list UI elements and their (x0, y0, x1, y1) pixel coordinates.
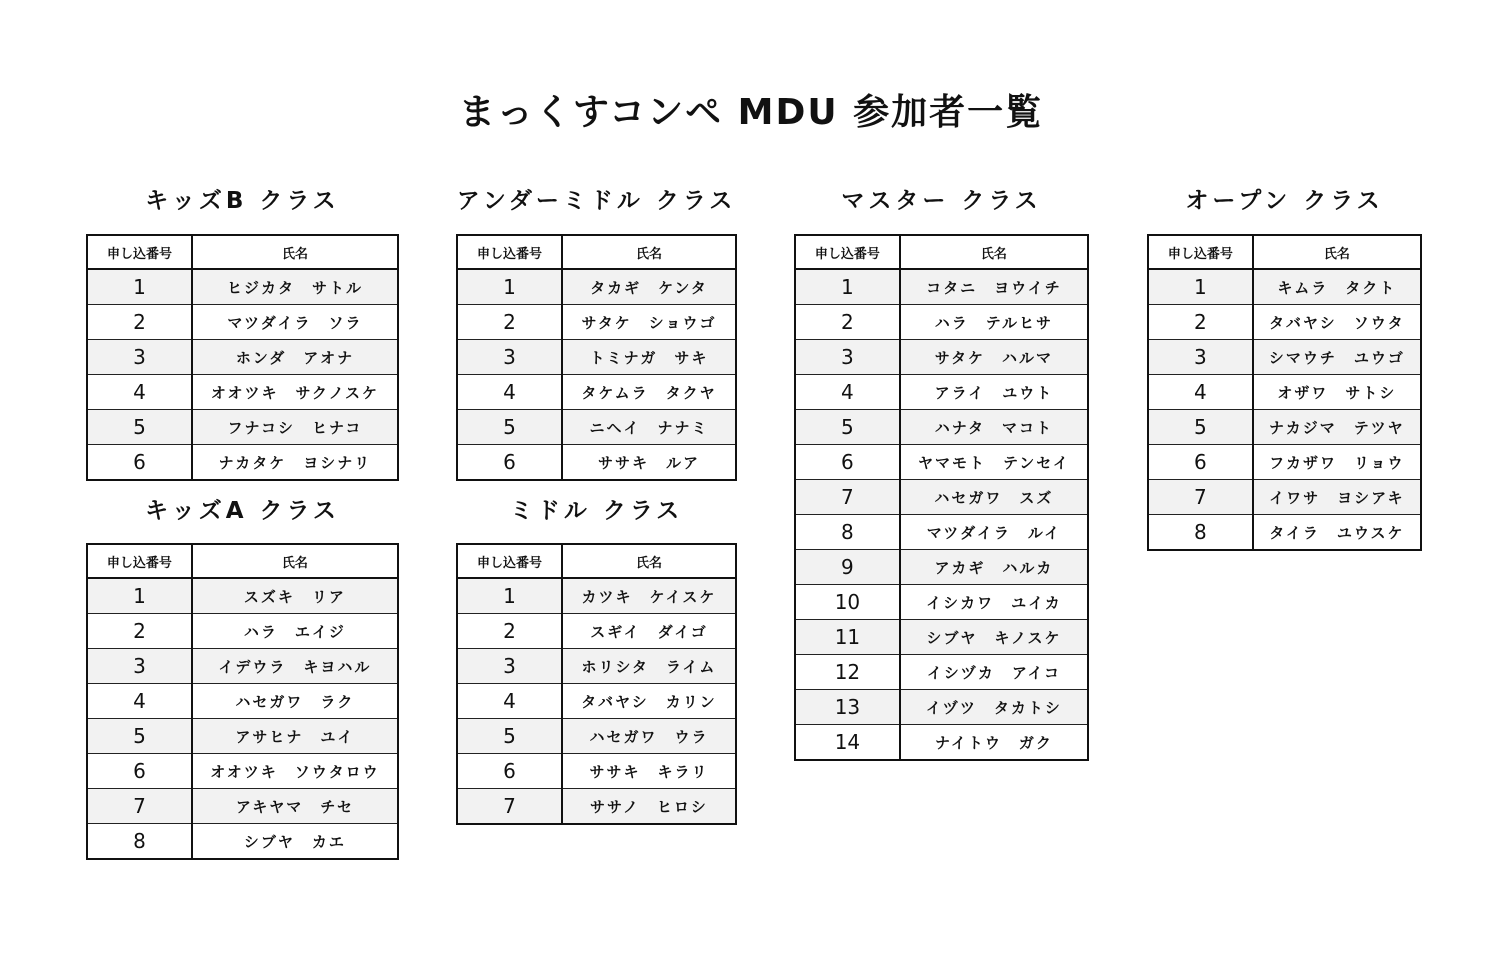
entry-number: 4 (457, 684, 562, 719)
header-row (87, 544, 398, 578)
entry-number: 11 (795, 620, 900, 655)
class-section-open (1147, 184, 1422, 544)
participant-name: アライ ユウト (900, 375, 1088, 410)
column-header-number: 申し込番号 (795, 235, 900, 269)
participant-name: サタケ ハルマ (900, 340, 1088, 375)
column-header-number: 申し込番号 (87, 235, 192, 269)
participant-name: イシカワ ユイカ (900, 585, 1088, 620)
table-row (457, 614, 736, 649)
column-header-number: 申し込番号 (457, 235, 562, 269)
column-header-name: 氏名 (192, 544, 398, 578)
entry-number: 3 (457, 340, 562, 375)
table-row (457, 375, 736, 410)
participant-name: タカギ ケンタ (562, 269, 736, 305)
table-row (795, 375, 1088, 410)
table-row (87, 754, 398, 789)
participant-name: タバヤシ ソウタ (1253, 305, 1421, 340)
entry-number: 13 (795, 690, 900, 725)
participant-name: ニヘイ ナナミ (562, 410, 736, 445)
entry-number: 6 (87, 445, 192, 481)
roster-table (456, 234, 737, 481)
participant-name: オオツキ サクノスケ (192, 375, 398, 410)
class-title: キッズB クラス (145, 188, 340, 214)
header-row (1148, 235, 1421, 269)
entry-number: 4 (1148, 375, 1253, 410)
entry-number: 3 (87, 340, 192, 375)
table-row (87, 789, 398, 824)
entry-number: 7 (87, 789, 192, 824)
table-row (87, 305, 398, 340)
participant-name: タイラ ユウスケ (1253, 515, 1421, 551)
roster-table (86, 234, 399, 481)
table-row (1148, 480, 1421, 515)
column-header-name: 氏名 (562, 235, 736, 269)
participant-name: ハラ エイジ (192, 614, 398, 649)
table-row (795, 725, 1088, 761)
table-row (457, 649, 736, 684)
participant-name: ハセガワ スズ (900, 480, 1088, 515)
entry-number: 5 (795, 410, 900, 445)
participant-name: タバヤシ カリン (562, 684, 736, 719)
page-title: まっくすコンペ MDU 参加者一覧 (458, 92, 1044, 133)
table-row (457, 410, 736, 445)
entry-number: 1 (795, 269, 900, 305)
header-row (795, 235, 1088, 269)
table-row (87, 649, 398, 684)
table-row (87, 614, 398, 649)
table-row (1148, 305, 1421, 340)
participant-name: ササキ キラリ (562, 754, 736, 789)
participant-name: アキヤマ チセ (192, 789, 398, 824)
class-section-under-middle (456, 184, 737, 474)
table-row (457, 719, 736, 754)
class-section-kids-a (86, 494, 399, 853)
participant-name: イデウラ キヨハル (192, 649, 398, 684)
table-row (1148, 445, 1421, 480)
participant-name: コタニ ヨウイチ (900, 269, 1088, 305)
column-header-name: 氏名 (1253, 235, 1421, 269)
table-row (457, 578, 736, 614)
entry-number: 14 (795, 725, 900, 761)
participant-name: サタケ ショウゴ (562, 305, 736, 340)
participant-name: シマウチ ユウゴ (1253, 340, 1421, 375)
participant-name: トミナガ サキ (562, 340, 736, 375)
table-row (1148, 410, 1421, 445)
participant-name: イヅツ タカトシ (900, 690, 1088, 725)
table-row (87, 410, 398, 445)
table-row (87, 340, 398, 375)
class-section-master (794, 184, 1089, 754)
participant-name: キムラ タクト (1253, 269, 1421, 305)
class-section-middle (456, 494, 737, 818)
header-row (457, 544, 736, 578)
entry-number: 6 (87, 754, 192, 789)
table-row (457, 340, 736, 375)
participant-name: ナカタケ ヨシナリ (192, 445, 398, 481)
participant-name: シブヤ カエ (192, 824, 398, 860)
entry-number: 12 (795, 655, 900, 690)
entry-number: 1 (457, 578, 562, 614)
header-row (87, 235, 398, 269)
table-row (795, 655, 1088, 690)
table-row (87, 578, 398, 614)
table-row (795, 410, 1088, 445)
entry-number: 6 (795, 445, 900, 480)
entry-number: 4 (457, 375, 562, 410)
participant-name: マツダイラ ルイ (900, 515, 1088, 550)
participant-name: オザワ サトシ (1253, 375, 1421, 410)
table-row (87, 269, 398, 305)
column-header-name: 氏名 (900, 235, 1088, 269)
participant-name: アカギ ハルカ (900, 550, 1088, 585)
entry-number: 1 (457, 269, 562, 305)
entry-number: 2 (87, 614, 192, 649)
participant-name: カツキ ケイスケ (562, 578, 736, 614)
column-header-number: 申し込番号 (457, 544, 562, 578)
table-row (457, 754, 736, 789)
participant-name: イワサ ヨシアキ (1253, 480, 1421, 515)
entry-number: 6 (457, 445, 562, 481)
table-row (457, 684, 736, 719)
participant-name: ヒジカタ サトル (192, 269, 398, 305)
column-header-name: 氏名 (562, 544, 736, 578)
entry-number: 5 (1148, 410, 1253, 445)
table-row (457, 305, 736, 340)
participant-name: ハセガワ ラク (192, 684, 398, 719)
entry-number: 5 (87, 719, 192, 754)
class-section-kids-b (86, 184, 399, 474)
entry-number: 1 (87, 578, 192, 614)
roster-table (456, 543, 737, 825)
participant-name: フカザワ リョウ (1253, 445, 1421, 480)
entry-number: 3 (457, 649, 562, 684)
table-row (795, 620, 1088, 655)
roster-table (1147, 234, 1422, 551)
table-row (795, 480, 1088, 515)
table-row (457, 269, 736, 305)
entry-number: 2 (457, 305, 562, 340)
entry-number: 3 (1148, 340, 1253, 375)
table-row (87, 824, 398, 860)
table-row (87, 445, 398, 481)
roster-table (794, 234, 1089, 761)
class-title: アンダーミドル クラス (456, 188, 737, 214)
participant-name: ハラ テルヒサ (900, 305, 1088, 340)
participant-name: スギイ ダイゴ (562, 614, 736, 649)
entry-number: 7 (795, 480, 900, 515)
participant-name: ヤマモト テンセイ (900, 445, 1088, 480)
table-row (1148, 515, 1421, 551)
table-row (87, 375, 398, 410)
participant-name: ホンダ アオナ (192, 340, 398, 375)
participant-name: スズキ リア (192, 578, 398, 614)
table-row (87, 684, 398, 719)
entry-number: 2 (87, 305, 192, 340)
class-title: キッズA クラス (145, 498, 340, 524)
column-header-number: 申し込番号 (1148, 235, 1253, 269)
participant-name: ハナタ マコト (900, 410, 1088, 445)
entry-number: 4 (87, 684, 192, 719)
entry-number: 2 (1148, 305, 1253, 340)
table-row (795, 305, 1088, 340)
entry-number: 2 (457, 614, 562, 649)
entry-number: 8 (87, 824, 192, 860)
column-header-name: 氏名 (192, 235, 398, 269)
participant-name: ササキ ルア (562, 445, 736, 481)
participant-name: ナカジマ テツヤ (1253, 410, 1421, 445)
table-row (457, 789, 736, 825)
participant-name: ササノ ヒロシ (562, 789, 736, 825)
table-row (795, 585, 1088, 620)
entry-number: 7 (1148, 480, 1253, 515)
table-row (1148, 340, 1421, 375)
table-row (795, 690, 1088, 725)
entry-number: 3 (87, 649, 192, 684)
entry-number: 5 (87, 410, 192, 445)
participant-name: フナコシ ヒナコ (192, 410, 398, 445)
entry-number: 4 (795, 375, 900, 410)
table-row (1148, 269, 1421, 305)
entry-number: 6 (457, 754, 562, 789)
participant-name: イシヅカ アイコ (900, 655, 1088, 690)
entry-number: 10 (795, 585, 900, 620)
participant-name: アサヒナ ユイ (192, 719, 398, 754)
class-title: オープン クラス (1185, 188, 1384, 214)
participant-name: ハセガワ ウラ (562, 719, 736, 754)
entry-number: 5 (457, 410, 562, 445)
class-title: マスター クラス (841, 188, 1042, 214)
table-row (795, 515, 1088, 550)
entry-number: 5 (457, 719, 562, 754)
participant-name: マツダイラ ソラ (192, 305, 398, 340)
entry-number: 1 (1148, 269, 1253, 305)
entry-number: 3 (795, 340, 900, 375)
header-row (457, 235, 736, 269)
entry-number: 1 (87, 269, 192, 305)
participant-name: ホリシタ ライム (562, 649, 736, 684)
participant-name: ナイトウ ガク (900, 725, 1088, 761)
entry-number: 2 (795, 305, 900, 340)
table-row (795, 550, 1088, 585)
entry-number: 8 (795, 515, 900, 550)
participant-name: タケムラ タクヤ (562, 375, 736, 410)
table-row (457, 445, 736, 481)
entry-number: 4 (87, 375, 192, 410)
entry-number: 7 (457, 789, 562, 825)
table-row (1148, 375, 1421, 410)
participant-name: シブヤ キノスケ (900, 620, 1088, 655)
table-row (87, 719, 398, 754)
roster-table (86, 543, 399, 860)
class-title: ミドル クラス (509, 498, 684, 524)
entry-number: 9 (795, 550, 900, 585)
entry-number: 8 (1148, 515, 1253, 551)
table-row (795, 340, 1088, 375)
entry-number: 6 (1148, 445, 1253, 480)
table-row (795, 445, 1088, 480)
table-row (795, 269, 1088, 305)
participant-name: オオツキ ソウタロウ (192, 754, 398, 789)
column-header-number: 申し込番号 (87, 544, 192, 578)
